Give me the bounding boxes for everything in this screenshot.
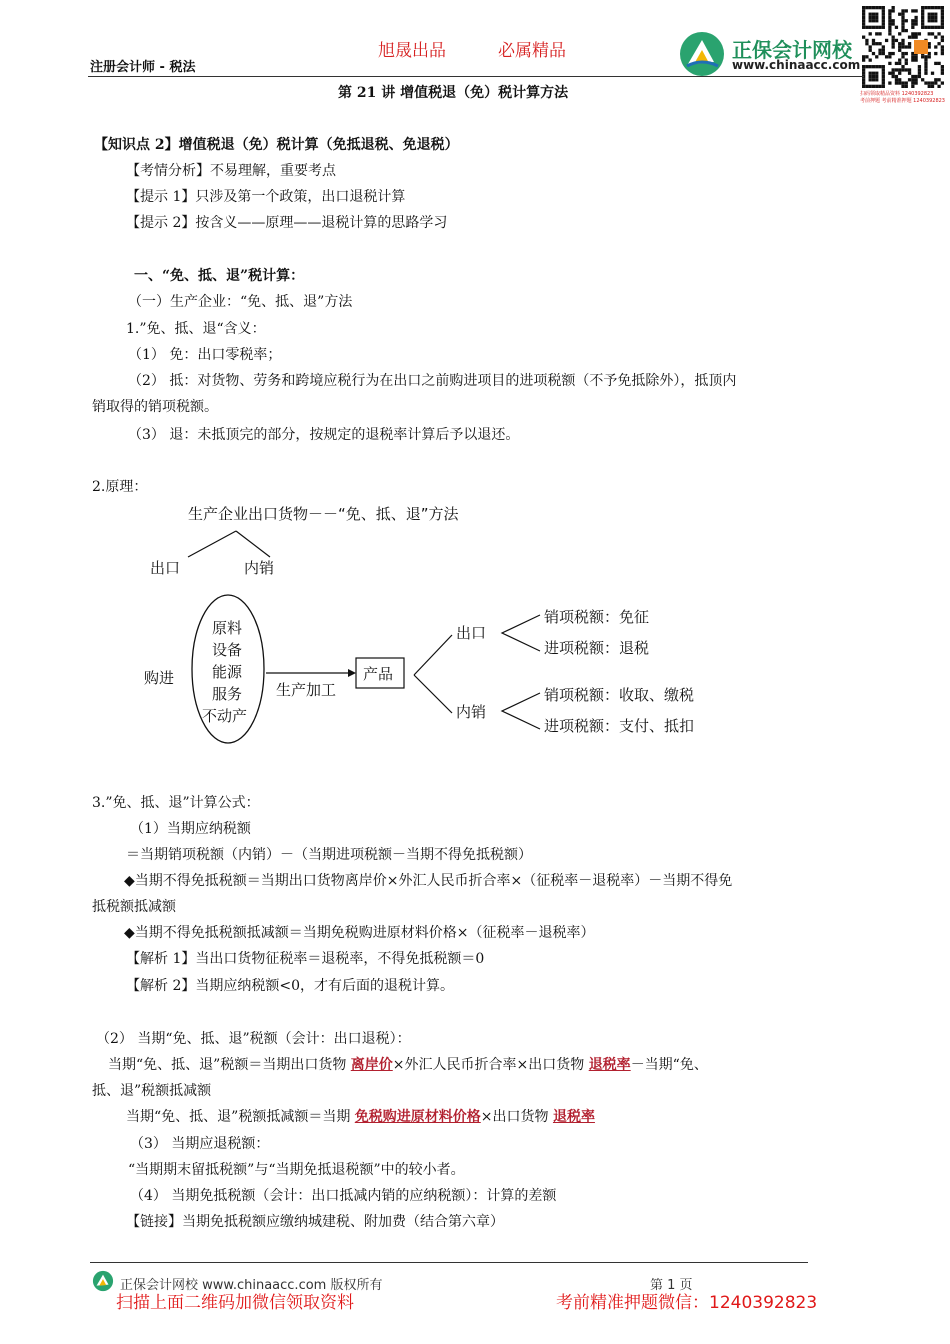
process-label: 生产加工 <box>276 681 337 699</box>
course-label: 注册会计师 - 税法 <box>90 60 196 75</box>
product-label: 产品 <box>363 665 394 683</box>
qr-caption-1: 扫码领取精品资料 1240392823 <box>860 91 934 97</box>
subsection-1: （一）生产企业：“免、抵、退”方法 <box>128 294 353 310</box>
domestic-label: 内销 <box>456 703 487 721</box>
footer-logo-icon <box>92 1270 114 1292</box>
tip-1: 【提示 1】只涉及第一个政策，出口退税计算 <box>126 189 406 205</box>
input-item: 服务 <box>212 685 243 703</box>
principle-diagram <box>130 495 750 760</box>
highlight-refund-rate-2: 退税率 <box>552 1109 595 1125</box>
qr-caption-2: 考前押题 考前精准押题 1240392823 <box>860 98 945 104</box>
footer-divider <box>90 1262 808 1263</box>
brand-logo-icon <box>678 30 726 78</box>
formula-heading: 3.”免、抵、退”计算公式： <box>92 795 260 811</box>
footer-copyright: 正保会计网校 www.chinaacc.com 版权所有 <box>120 1278 383 1293</box>
brand-name: 正保会计网校 <box>732 38 852 62</box>
highlight-tax-free-materials: 免税购进原材料价格 <box>354 1109 481 1125</box>
purchase-label: 购进 <box>144 669 175 687</box>
input-item: 设备 <box>212 641 243 659</box>
formula-4: （4） 当期免抵税额（会计：出口抵减内销的应纳税额）：计算的差额 <box>130 1188 557 1204</box>
page-title: 第 21 讲 增值税退（免）税计算方法 <box>338 85 569 101</box>
qr-code-icon <box>862 6 944 88</box>
input-item: 原料 <box>212 619 243 637</box>
formula-2: （2） 当期“免、抵、退”税额（会计：出口退税）： <box>96 1031 411 1047</box>
header-divider <box>88 76 864 77</box>
formula-1: （1）当期应纳税额 <box>130 821 251 837</box>
exam-analysis: 【考情分析】不易理解，重要考点 <box>126 163 336 179</box>
principle-heading: 2.原理： <box>92 479 148 495</box>
meaning-3: （3） 退：未抵顶完的部分，按规定的退税率计算后予以退还。 <box>128 427 520 443</box>
meaning-heading: 1.”免、抵、退“含义： <box>126 321 266 337</box>
link-note: 【链接】当期免抵税额应缴纳城建税、附加费（结合第六章） <box>126 1214 504 1230</box>
slogan-left: 旭晟出品 <box>378 41 446 61</box>
branch-domestic: 内销 <box>244 559 275 577</box>
highlight-fob-price: 离岸价 <box>350 1057 393 1073</box>
formula-3a: “当期期末留抵税额”与“当期免抵退税额”中的较小者。 <box>128 1162 465 1178</box>
domestic-output-tax: 销项税额：收取、缴税 <box>544 686 695 704</box>
export-output-tax: 销项税额：免征 <box>544 608 650 626</box>
formula-1c: 抵税额抵减额 <box>92 899 176 915</box>
formula-3: （3） 当期应退税额： <box>130 1136 270 1152</box>
diagram-title: 生产企业出口货物－－“免、抵、退”方法 <box>188 505 459 523</box>
knowledge-point-title: 【知识点 2】增值税退（免）税计算（免抵退税、免退税） <box>94 137 459 153</box>
formula-1b: ◆当期不得免抵税额＝当期出口货物离岸价×外汇人民币折合率×（征税率－退税率）－当期不得免 <box>124 873 733 889</box>
highlight-refund-rate: 退税率 <box>588 1057 631 1073</box>
formula-2b: 抵、退”税额抵减额 <box>92 1083 212 1099</box>
domestic-input-tax: 进项税额：支付、抵扣 <box>544 717 695 735</box>
section-1-heading: 一、“免、抵、退”税计算： <box>134 268 305 284</box>
input-item: 不动产 <box>202 707 248 725</box>
formula-1a: ＝当期销项税额（内销）－（当期进项税额－当期不得免抵税额） <box>126 847 532 863</box>
footer-page-number: 第 1 页 <box>650 1278 693 1293</box>
input-item: 能源 <box>212 663 243 681</box>
export-label: 出口 <box>456 624 487 642</box>
meaning-2a: （2） 抵：对货物、劳务和跨境应税行为在出口之前购进项目的进项税额（不予免抵除外），抵顶内 <box>128 373 737 389</box>
meaning-2b: 销取得的销项税额。 <box>92 399 218 415</box>
analysis-1: 【解析 1】当出口货物征税率＝退税率，不得免抵税额＝0 <box>126 951 485 967</box>
formula-1d: ◆当期不得免抵税额抵减额＝当期免税购进原材料价格×（征税率－退税率） <box>124 925 595 941</box>
branch-export: 出口 <box>150 559 181 577</box>
slogan-right: 必属精品 <box>498 41 566 61</box>
export-input-tax: 进项税额：退税 <box>544 639 650 657</box>
promo-left: 扫描上面二维码加微信领取资料 <box>116 1293 354 1313</box>
brand-url: www.chinaacc.com <box>732 58 861 72</box>
analysis-2: 【解析 2】当期应纳税额<0，才有后面的退税计算。 <box>126 978 454 994</box>
meaning-1: （1） 免：出口零税率； <box>128 347 282 363</box>
promo-right: 考前精准押题微信：1240392823 <box>556 1293 818 1313</box>
tip-2: 【提示 2】按含义——原理——退税计算的思路学习 <box>126 215 448 231</box>
formula-2c: 当期“免、抵、退”税额抵减额＝当期 免税购进原材料价格×出口货物 退税率 <box>126 1109 595 1125</box>
formula-2a: 当期“免、抵、退”税额＝当期出口货物 离岸价×外汇人民币折合率×出口货物 退税率－当期“免、 <box>108 1057 708 1073</box>
